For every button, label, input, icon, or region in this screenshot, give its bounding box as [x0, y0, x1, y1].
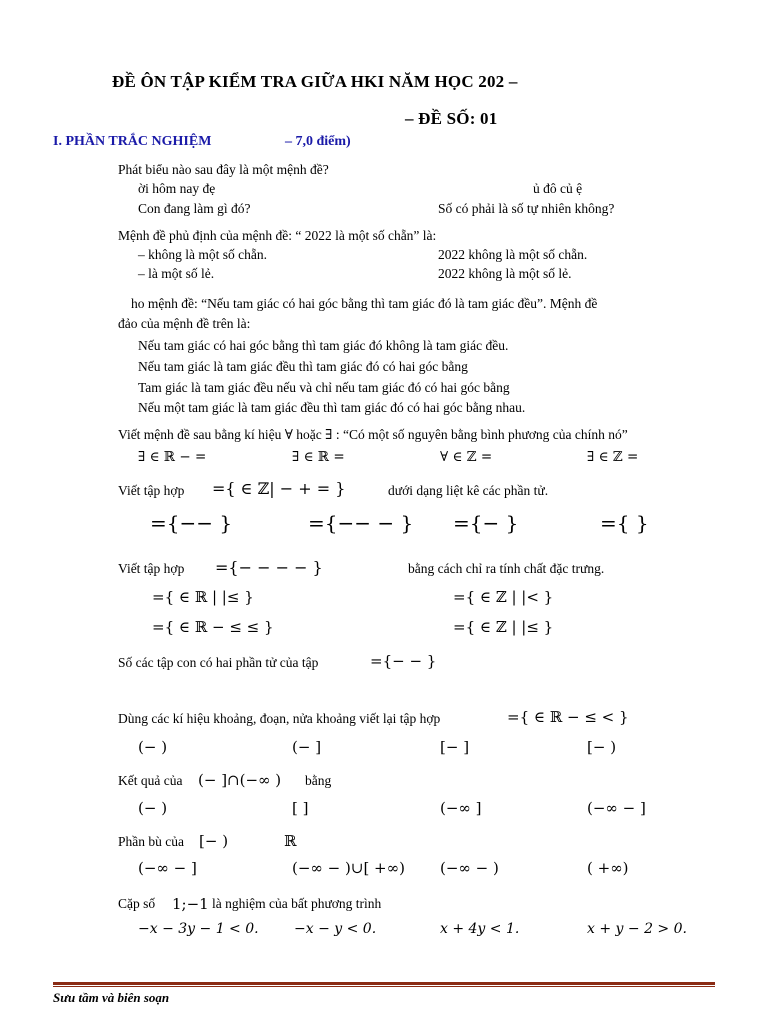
q10-stem-prefix: Phần bù của — [118, 834, 184, 849]
q8-option-c: [− ] — [440, 738, 470, 756]
q11-stem-prefix: Cặp số — [118, 896, 156, 911]
q11-option-d: x + y − 2 > 0. — [587, 921, 687, 937]
footer-rule — [53, 982, 715, 985]
section-points: – 7,0 điểm) — [285, 134, 351, 149]
footer-text: Sưu tầm và biên soạn — [53, 990, 170, 1005]
q2-option-c: – là một số lẻ. — [138, 266, 215, 281]
q6-option-d: ={ ∈ ℤ | |≤ } — [453, 618, 554, 636]
q9-stem-prefix: Kết quả của — [118, 773, 183, 788]
q5-option-d: ={ } — [600, 511, 649, 535]
q5-set-expression: ={ ∈ ℤ| − + = } — [212, 479, 346, 498]
q10-option-c: (−∞ − ) — [440, 859, 499, 877]
q5-stem-prefix: Viết tập hợp — [118, 483, 185, 498]
q1-option-c: Con đang làm gì đó? — [138, 201, 251, 216]
q1-option-a: ời hôm nay đẹ — [138, 181, 216, 196]
q11-option-a: −x − 3y − 1 < 0. — [138, 921, 259, 937]
q10-option-d: ( +∞) — [587, 859, 629, 877]
q9-stem-suffix: bằng — [305, 773, 332, 788]
q4-option-c: ∀ ∈ ℤ = — [440, 449, 493, 465]
q9-option-d: (−∞ − ] — [587, 799, 646, 817]
q6-stem-prefix: Viết tập hợp — [118, 561, 185, 576]
q10-option-b: (−∞ − )∪[ +∞) — [292, 859, 405, 877]
q1-option-d: Số có phải là số tự nhiên không? — [438, 201, 615, 216]
q11-stem-suffix: là nghiệm của bất phương trình — [212, 896, 382, 911]
q8-stem-prefix: Dùng các kí hiệu khoảng, đoạn, nửa khoảng viết lại tập hợp — [118, 711, 441, 726]
q5-option-a: ={−− } — [150, 511, 233, 535]
footer-rule-thin — [53, 986, 715, 987]
q3-option-c: Tam giác là tam giác đều nếu và chỉ nếu tam giác đó có hai góc bằng — [138, 380, 510, 395]
q6-option-b: ={ ∈ ℤ | |< } — [453, 588, 554, 606]
q3-option-b: Nếu tam giác là tam giác đều thì tam giác đó có hai góc bằng — [138, 359, 468, 374]
q4-option-d: ∃ ∈ ℤ = — [587, 449, 639, 465]
q9-option-b: [ ] — [292, 799, 309, 817]
q11-pair: 1;−1 — [172, 895, 209, 913]
q9-expression: (− ]∩(−∞ ) — [198, 771, 282, 789]
q5-stem-suffix: dưới dạng liệt kê các phần tử. — [388, 483, 549, 498]
q11-option-c: x + 4y < 1. — [440, 921, 520, 937]
exam-number: – ĐỀ SỐ: 01 — [405, 109, 498, 128]
q1-option-b: ủ đô củ ệ — [533, 181, 583, 196]
q5-option-b: ={−− − } — [308, 511, 414, 535]
q3-option-d: Nếu một tam giác là tam giác đều thì tam giác đó có hai góc bằng nhau. — [138, 400, 526, 415]
q9-option-c: (−∞ ] — [440, 799, 482, 817]
q4-stem: Viết mệnh đề sau bằng kí hiệu ∀ hoặc ∃ : “Có một số nguyên bằng bình phương của chính nó” — [118, 427, 628, 442]
q8-option-d: [− ) — [587, 738, 617, 756]
q2-option-b: 2022 không là một số chẵn. — [438, 247, 588, 262]
q2-stem: Mệnh đề phủ định của mệnh đề: “ 2022 là một số chẵn” là: — [118, 228, 437, 243]
q3-stem-line2: đảo của mệnh đề trên là: — [118, 316, 251, 331]
q4-option-a: ∃ ∈ ℝ − = — [138, 449, 207, 465]
q1-stem: Phát biểu nào sau đây là một mệnh đề? — [118, 162, 329, 177]
page-title: ĐỀ ÔN TẬP KIỂM TRA GIỮA HKI NĂM HỌC 202 – — [112, 72, 518, 91]
q7-stem-prefix: Số các tập con có hai phần tử của tập — [118, 655, 319, 670]
q2-option-a: – không là một số chẵn. — [138, 247, 267, 262]
section-heading: I. PHẦN TRẮC NGHIỆM — [53, 134, 212, 149]
q9-option-a: (− ) — [138, 799, 168, 817]
q6-set-expression: ={− − − − } — [215, 558, 323, 577]
q8-option-a: (− ) — [138, 738, 168, 756]
q11-option-b: −x − y < 0. — [294, 921, 377, 937]
q8-set-expression: ={ ∈ ℝ − ≤ < } — [507, 708, 629, 726]
q10-option-a: (−∞ − ] — [138, 859, 197, 877]
q6-stem-suffix: bằng cách chỉ ra tính chất đặc trưng. — [408, 561, 605, 576]
q8-option-b: (− ] — [292, 738, 322, 756]
q6-option-c: ={ ∈ ℝ − ≤ ≤ } — [152, 618, 274, 636]
q3-stem-line1: ho mệnh đề: “Nếu tam giác có hai góc bằng thì tam giác đó là tam giác đều”. Mệnh đề — [131, 296, 598, 311]
q7-set-expression: ={− − } — [370, 652, 437, 670]
q10-expression: [− ) — [199, 832, 229, 850]
q10-universe-set: ℝ — [284, 832, 297, 850]
q2-option-d: 2022 không là một số lẻ. — [438, 266, 572, 281]
q5-option-c: ={− } — [453, 511, 519, 535]
q6-option-a: ={ ∈ ℝ | |≤ } — [152, 588, 254, 606]
q3-option-a: Nếu tam giác có hai góc bằng thì tam giác đó không là tam giác đều. — [138, 338, 509, 353]
q4-option-b: ∃ ∈ ℝ = — [292, 449, 345, 465]
